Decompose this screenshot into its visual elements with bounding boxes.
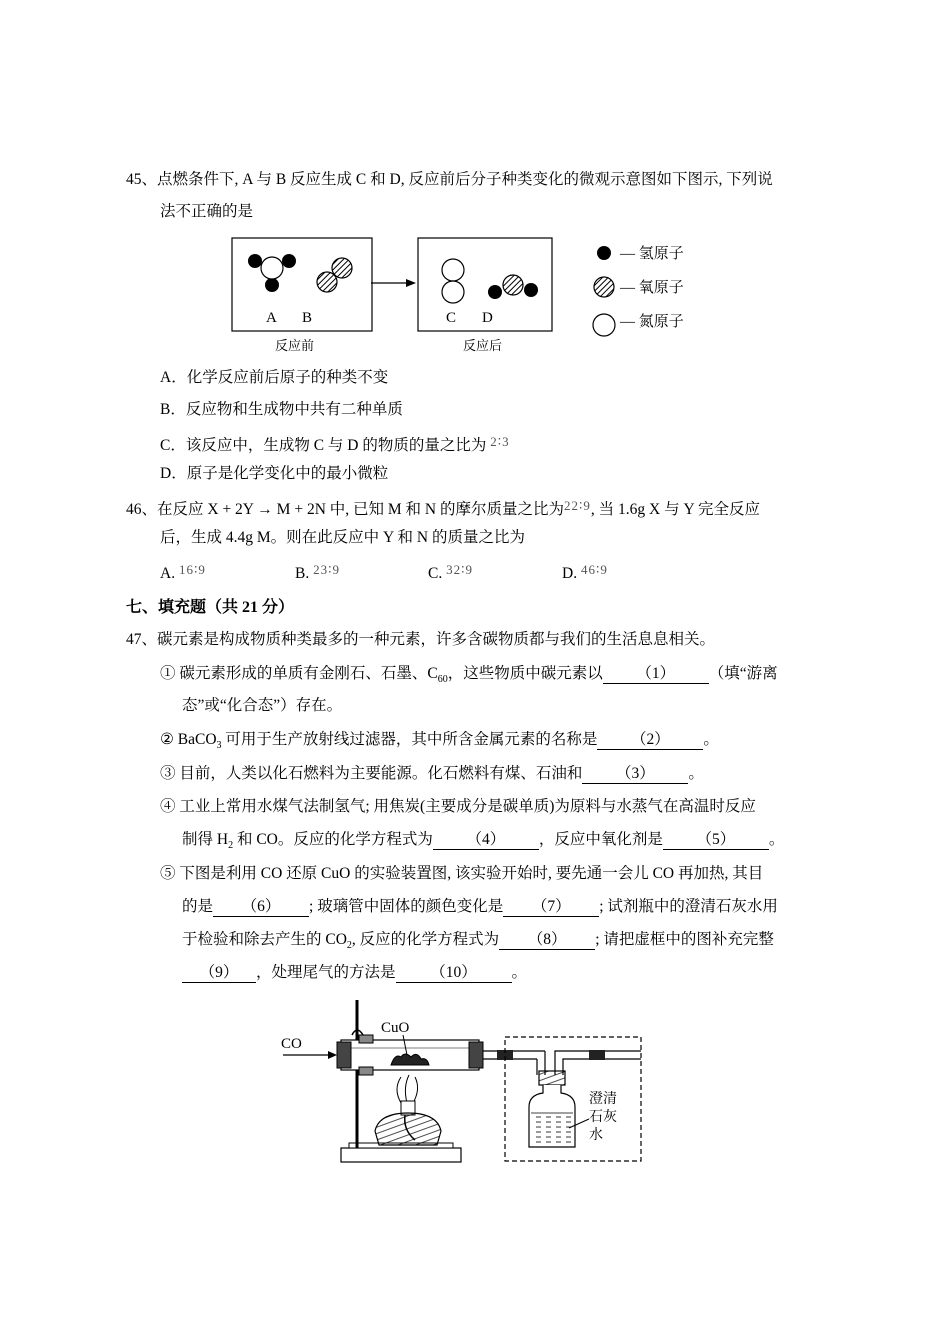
limewater-liquid xyxy=(531,1113,573,1145)
bottle-stopper xyxy=(539,1071,565,1085)
q45-stem-line2: 法不正确的是 xyxy=(160,203,254,220)
text: ① 碳元素形成的单质有金刚石、石墨、C xyxy=(160,665,438,682)
subscript: 60 xyxy=(437,674,448,686)
molecule-B-oxygen-2 xyxy=(332,258,352,278)
cuo-label: CuO xyxy=(381,1020,410,1036)
label-C: C xyxy=(446,310,457,326)
q45-option-b: B．反应物和生成物中共有二种单质 xyxy=(160,401,403,418)
text: 于检验和除去产生的 CO xyxy=(182,931,347,948)
text: 。 xyxy=(768,831,785,848)
q47-sub4-line2 xyxy=(182,830,784,856)
q45-option-d: D．原子是化学变化中的最小微粒 xyxy=(160,465,389,482)
legend-nitrogen-icon xyxy=(593,314,615,336)
q45-molecule-figure xyxy=(225,230,705,360)
q45-option-a: A．化学反应前后原子的种类不变 xyxy=(160,369,389,386)
flame xyxy=(397,1075,418,1103)
label-B: B xyxy=(302,310,313,326)
text: 。 xyxy=(688,765,704,782)
right-stopper xyxy=(469,1042,483,1068)
text: ; 请把虚框中的图补充完整 xyxy=(595,931,774,948)
text: ; 试剂瓶中的澄清石灰水用 xyxy=(599,898,778,915)
choice-ratio: 16∶9 xyxy=(178,562,206,577)
q45-option-c xyxy=(160,432,510,456)
subscript: 3 xyxy=(216,740,222,752)
molecule-B-oxygen-1 xyxy=(317,272,337,292)
label-A: A xyxy=(266,310,277,326)
q47-sub5-line4 xyxy=(182,963,527,983)
legend-hydrogen: — 氢原子 xyxy=(620,246,684,262)
choice-ratio: 46∶9 xyxy=(580,562,608,577)
label-D: D xyxy=(482,310,493,326)
q45-option-c-ratio: 2∶3 xyxy=(490,434,510,449)
q46-stem-part2: , 当 1.6g X 与 Y 完全反应 xyxy=(590,501,760,518)
molecule-C-nitrogen-2 xyxy=(442,281,464,303)
text: 。 xyxy=(703,731,719,748)
answer-blank-4[interactable]: （4） xyxy=(433,831,539,850)
text: ，这些物质中碳元素以 xyxy=(447,665,603,682)
text: 和 CO。反应的化学方程式为 xyxy=(233,831,433,848)
q45-stem-line1: 45、点燃条件下, A 与 B 反应生成 C 和 D, 反应前后分子种类变化的微观示意图如下图示, 下列说 xyxy=(126,171,773,188)
q47-sub1-line2: 态”或“化合态”）存在。 xyxy=(182,697,343,714)
text: ，处理尾气的方法是 xyxy=(256,964,396,981)
text: , 反应的化学方程式为 xyxy=(351,931,500,948)
co-inlet-arrow xyxy=(328,1051,337,1059)
caption-before: 反应前 xyxy=(275,338,315,353)
choice-letter: D. xyxy=(562,565,578,582)
text: 制得 H xyxy=(182,831,229,848)
q46-stem-part1: 46、在反应 X + 2Y → M + 2N 中, 已知 M 和 N 的摩尔质量之比为 xyxy=(126,501,564,518)
text: ② BaCO xyxy=(160,731,217,748)
q46-choice-c xyxy=(428,560,473,584)
choice-letter: C. xyxy=(428,565,443,582)
answer-blank-9[interactable]: （9） xyxy=(182,964,256,983)
answer-blank-6[interactable]: （6） xyxy=(213,898,309,917)
answer-blank-2[interactable]: （2） xyxy=(597,731,703,750)
caption-after: 反应后 xyxy=(463,338,503,353)
answer-blank-5[interactable]: （5） xyxy=(663,831,769,850)
q47-sub5-line3 xyxy=(182,930,774,956)
legend-hydrogen-icon xyxy=(597,246,611,260)
stand-base xyxy=(341,1148,461,1162)
choice-ratio: 32∶9 xyxy=(446,562,473,577)
choice-ratio: 23∶9 xyxy=(313,562,340,577)
molecule-A-hydrogen-left xyxy=(248,254,262,268)
molecule-A-hydrogen-bottom xyxy=(265,278,279,292)
molecule-D-oxygen xyxy=(503,275,523,295)
q46-stem-line2: 后，生成 4.4g M。则在此反应中 Y 和 N 的质量之比为 xyxy=(160,529,525,546)
text: （填“游离 xyxy=(708,665,778,682)
subscript: 2 xyxy=(228,840,234,852)
limewater-label-3: 水 xyxy=(589,1128,603,1143)
reaction-arrow xyxy=(406,279,416,287)
legend-oxygen: — 氧原子 xyxy=(620,280,684,296)
q46-choice-b xyxy=(295,560,340,584)
q47-sub3 xyxy=(160,764,704,784)
choice-letter: A. xyxy=(160,565,176,582)
molecule-A-hydrogen-right xyxy=(282,254,296,268)
q47-sub5-line2 xyxy=(182,897,778,917)
q45-option-c-text: C．该反应中，生成物 C 与 D 的物质的量之比为 xyxy=(160,437,487,454)
alcohol-lamp xyxy=(375,1113,441,1145)
limewater-label-1: 澄清 xyxy=(589,1092,617,1107)
legend-oxygen-icon xyxy=(594,277,614,297)
choice-letter: B. xyxy=(295,565,310,582)
q46-choice-d xyxy=(562,560,608,584)
co-inlet-label: CO xyxy=(281,1036,302,1052)
text: 的是 xyxy=(182,898,214,915)
subscript: 2 xyxy=(346,940,352,952)
text: 可用于生产放射线过滤器，其中所含金属元素的名称是 xyxy=(221,731,598,748)
q46-stem-line1 xyxy=(126,496,760,520)
molecule-A-nitrogen xyxy=(261,257,283,279)
q47-sub2 xyxy=(160,730,719,756)
text: 。 xyxy=(511,964,528,981)
q46-molar-ratio: 22∶9 xyxy=(564,498,591,513)
answer-blank-7[interactable]: （7） xyxy=(503,898,599,917)
q46-choice-a xyxy=(160,560,206,584)
answer-blank-10[interactable]: （10） xyxy=(396,964,512,983)
legend-nitrogen: — 氮原子 xyxy=(620,314,684,330)
left-stopper xyxy=(337,1042,351,1068)
q47-stem: 47、碳元素是构成物质种类最多的一种元素，许多含碳物质都与我们的生活息息相关。 xyxy=(126,631,716,648)
molecule-D-hydrogen-right xyxy=(524,283,538,297)
text: ③ 目前，人类以化石燃料为主要能源。化石燃料有煤、石油和 xyxy=(160,765,583,782)
q47-sub1-line1 xyxy=(160,664,778,690)
answer-blank-1[interactable]: （1） xyxy=(603,665,709,684)
molecule-D-hydrogen-left xyxy=(488,285,502,299)
answer-blank-3[interactable]: （3） xyxy=(582,765,688,784)
text: ，反应中氧化剂是 xyxy=(538,831,663,848)
limewater-label-2: 石灰 xyxy=(589,1110,617,1125)
co-reduction-apparatus xyxy=(275,995,650,1170)
q47-sub4-line1: ④ 工业上常用水煤气法制氢气; 用焦炭(主要成分是碳单质)为原料与水蒸气在高温时反应 xyxy=(160,798,756,815)
section7-title: 七、填充题（共 21 分） xyxy=(126,599,295,616)
q47-sub5-line1: ⑤ 下图是利用 CO 还原 CuO 的实验装置图, 该实验开始时, 要先通一会儿 CO 再加热, 其目 xyxy=(160,865,764,882)
molecule-C-nitrogen-1 xyxy=(442,259,464,281)
text: ; 玻璃管中固体的颜色变化是 xyxy=(309,898,504,915)
answer-blank-8[interactable]: （8） xyxy=(499,931,595,950)
